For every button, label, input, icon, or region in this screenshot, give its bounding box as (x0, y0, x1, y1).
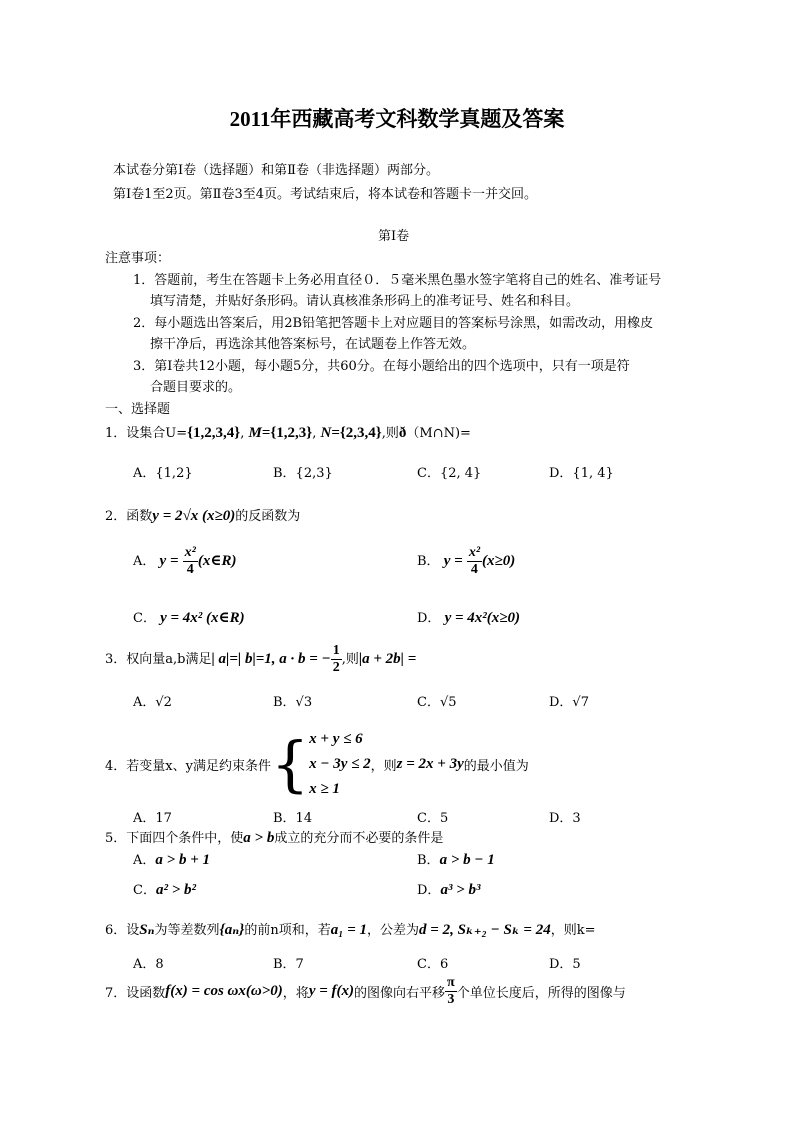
q5-expr: a > b (243, 830, 275, 846)
q1-option-c: C．{2, 4} (417, 466, 482, 481)
question-7: 7．设函数f(x) = cos ωx(ω>0)，将y = f(x)的图像向右平移 $\frac{\pi}{3}$ 个单位长度后，所得的图像与 (105, 975, 626, 1007)
q1-set-u: {1,2,3,4} (187, 425, 241, 441)
q1-n-label: N (320, 425, 332, 441)
q6-option-c: C．6 (417, 957, 449, 972)
question-2 (105, 505, 300, 525)
part-heading: 一、选择题 (105, 402, 171, 417)
q1-m-label: M (248, 425, 262, 441)
q4-constraints: x + y ≤ 6 x − 3y ≤ 2 x ≥ 1 (309, 731, 371, 797)
q4-option-c: C．5 (417, 811, 449, 826)
q5-option-b: B．a > b − 1 (417, 852, 495, 868)
q4-expr: z = 2x + 3y (396, 756, 464, 772)
q1-prefix: 1．设集合U= (105, 426, 188, 441)
page-title: 2011年西藏高考文科数学真题及答案 (229, 107, 565, 131)
q2-prefix: 2．函数 (105, 509, 153, 524)
q1-complement: ð (398, 425, 407, 441)
q1-option-a: A．{1,2} (133, 466, 193, 481)
q2-expr: y = 2√x (x≥0) (152, 508, 236, 524)
note-3-line-1: 3．第Ⅰ卷共12小题，每小题5分，共60分。在每小题给出的四个选项中，只有一项是符 (133, 359, 630, 374)
question-1: 1．设集合U={1,2,3,4}, M={1,2,3}, N={2,3,4},则ð（M∩N)= (105, 425, 471, 441)
q4-option-d: D．3 (549, 811, 581, 826)
notes-title: 注意事项： (105, 251, 171, 266)
q3-option-b: B．√3 (273, 695, 313, 710)
q1-set-m: {1,2,3} (270, 425, 313, 441)
q6-option-b: B．7 (273, 957, 304, 972)
intro-line-1: 本试卷分第Ⅰ卷（选择题）和第Ⅱ卷（非选择题）两部分。 (113, 163, 439, 178)
q2-suffix: 的反函数为 (235, 509, 301, 524)
q3-option-d: D．√7 (549, 695, 589, 710)
note-2-line-2: 擦干净后，再选涂其他答案标号，在试题卷上作答无效。 (150, 337, 476, 352)
q3-ask: |a + 2b| = (358, 651, 417, 667)
note-1-line-2: 填写清楚，并贴好条形码。请认真核准条形码上的准考证号、姓名和科目。 (150, 294, 580, 309)
q3-option-c: C．√5 (417, 695, 457, 710)
q2-option-d: D． y = 4x²(x≥0) (417, 610, 521, 626)
q6-option-d: D．5 (549, 957, 581, 972)
section-title: 第Ⅰ卷 (378, 229, 410, 244)
q1-suffix: 则 (385, 426, 399, 441)
q4-option-a: A．17 (133, 811, 172, 826)
question-6: 6．设Sₙ为等差数列{aₙ}的前n项和，若a₁ = 1，公差为d = 2, Sₖ₊₂ − Sₖ = 24，则k= (105, 922, 596, 938)
question-3: 3．权向量a,b满足| a|=| b|=1, a · b = − $\frac{1}{2}$ ,则|a + 2b| = (105, 643, 417, 675)
question-5: 5．下面四个条件中，使a > b成立的充分而不必要的条件是 (105, 830, 444, 846)
q2-option-b: B． y = $\frac{\text{x²}}{4}$ (x≥0) (417, 545, 516, 577)
note-1-line-1: 1．答题前，考生在答题卡上务必用直径０．５毫米黑色墨水签字笔将自己的姓名、准考证号 (133, 273, 662, 288)
question-4: 4．若变量x、y满足约束条件{ x + y ≤ 6 x − 3y ≤ 2 x ≥ 1 ，则z = 2x + 3y的最小值为 (105, 727, 529, 802)
q2-option-a: A． y = $\frac{\text{x²}}{4}$ (x∈R) (133, 545, 237, 577)
q5-option-a: A．a > b + 1 (133, 852, 210, 868)
q3-option-a: A．√2 (133, 695, 172, 710)
q4-option-b: B．14 (273, 811, 313, 826)
q6-option-a: A．8 (133, 957, 164, 972)
q1-option-b: B．{2,3} (273, 466, 333, 481)
note-3-line-2: 合题目要求的。 (150, 380, 242, 395)
q1-set-n: {2,3,4} (339, 425, 382, 441)
note-2-line-1: 2．每小题选出答案后，用2B铅笔把答题卡上对应题目的答案标号涂黑，如需改动，用橡皮 (133, 316, 654, 331)
q3-condition: | a|=| b|=1, a · b = − (211, 651, 331, 667)
q5-option-c: C．a² > b² (133, 882, 196, 898)
q1-option-d: D．{1, 4} (549, 466, 614, 481)
q5-option-d: D．a³ > b³ (417, 882, 481, 898)
intro-line-2: 第Ⅰ卷1至2页。第Ⅱ卷3至4页。考试结束后，将本试卷和答题卡一并交回。 (113, 187, 538, 202)
q2-option-c: C． y = 4x² (x∈R) (133, 610, 245, 626)
q1-tail: （M∩N)= (406, 426, 471, 441)
